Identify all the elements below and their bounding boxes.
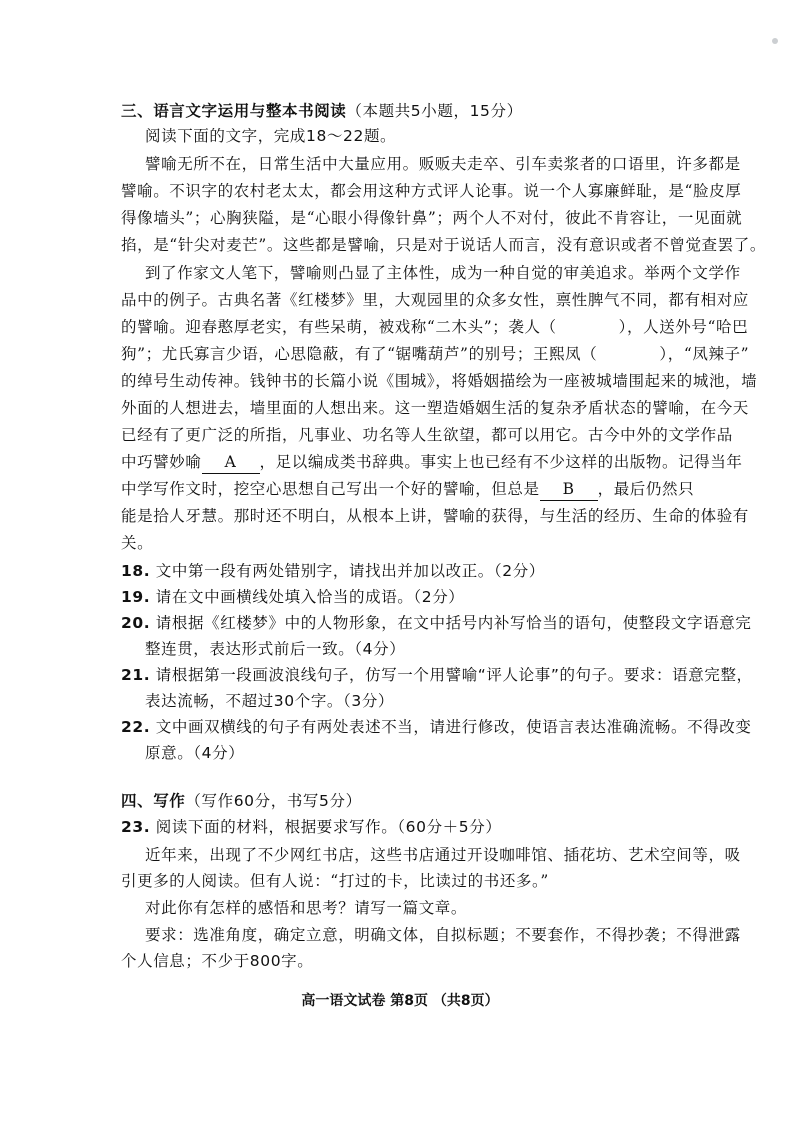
- section3-instruction: 阅读下面的文字，完成18～22题。: [145, 127, 397, 145]
- question-18: [121, 560, 545, 582]
- question-text: 请在文中画横线处填入恰当的成语。（2分）: [155, 588, 465, 606]
- passage-p2-line3-a: 的譬喻。迎春憨厚老实，有些呆萌，被戏称“二木头”；袭人（: [121, 318, 557, 336]
- writing-requirements-line2: 个人信息；不少于800字。: [121, 952, 314, 970]
- section3-title: 三、语言文字运用与整本书阅读: [121, 102, 347, 120]
- question-number: 19.: [121, 588, 151, 606]
- passage-p1-line3: 得像墙头”；心胸狭隘，是“心眼小得像针鼻”；两个人不对付，彼此不肯容让，一见面就: [121, 209, 743, 227]
- blank-a[interactable]: A: [202, 451, 260, 474]
- section3-heading: [121, 100, 523, 122]
- passage-p2-line4-a: 狗”；尤氏寡言少语，心思隐蔽，有了“锯嘴葫芦”的别号；王熙凤（: [121, 345, 598, 363]
- section4-score-note: （写作60分，书写5分）: [185, 792, 362, 810]
- passage-p2-line9-a: 中学写作文时，挖空心思想自己写出一个好的譬喻，但总是: [121, 480, 540, 498]
- passage-p2-line8-a: 中巧譬妙喻: [121, 453, 202, 471]
- section4-heading: [121, 790, 362, 812]
- passage-p2-line7: 已经有了更广泛的所指，凡事业、功名等人生欲望，都可以用它。古今中外的文学作品: [121, 426, 733, 444]
- question-20-cont: 整连贯，表达形式前后一致。（4分）: [145, 640, 406, 658]
- passage-p1-line1: 譬喻无所不在，日常生活中大量应用。贩贩夫走卒、引车卖浆者的口语里，许多都是: [145, 155, 741, 173]
- section3-score-note: （本题共5小题，15分）: [346, 102, 523, 120]
- question-text: 文中画双横线的句子有两处表述不当，请进行修改，使语言表达准确流畅。不得改变: [155, 718, 752, 736]
- passage-p1-line2: [121, 180, 741, 202]
- question-text: 阅读下面的材料，根据要求写作。（60分＋5分）: [155, 818, 502, 836]
- question-number: 21.: [121, 666, 151, 684]
- passage-p2-line4-b: ），“凤辣子”: [659, 345, 750, 363]
- question-number: 20.: [121, 614, 151, 632]
- passage-p2-line3-b: ），人送外号“哈巴: [618, 318, 749, 336]
- passage-p2-line9: [121, 478, 694, 501]
- scan-dot: [772, 38, 778, 44]
- material-line1: 近年来，出现了不少网红书店，这些书店通过开设咖啡馆、插花坊、艺术空间等，吸: [145, 846, 741, 864]
- section4-title: 四、写作: [121, 792, 186, 810]
- question-number: 22.: [121, 718, 151, 736]
- passage-p1-line2-text: 譬喻。不识字的农村老太太，都会用这种方式评人论事。说一个人寡廉鲜耻，是“脸皮厚: [121, 182, 742, 200]
- question-20: [121, 612, 752, 634]
- passage-p2-line6: 外面的人想进去，墙里面的人想出来。这一塑造婚姻生活的复杂矛盾状态的譬喻，在今天: [121, 399, 749, 417]
- passage-p2-line8-b: ，足以编成类书辞典。事实上也已经有不少这样的出版物。记得当年: [259, 453, 743, 471]
- question-22-cont: 原意。（4分）: [145, 744, 245, 762]
- passage-p2-line2: 品中的例子。古典名著《红楼梦》里，大观园里的众多女性，禀性脾气不同，都有相对应: [121, 291, 749, 309]
- passage-p1-line4: 掐，是“针尖对麦芒”。这些都是譬喻，只是对于说话人而言，没有意识或者不曾觉查罢了。: [121, 236, 766, 254]
- question-21-cont: 表达流畅，不超过30个字。（3分）: [145, 692, 395, 710]
- passage-p2-line9-b: ，最后仍然只: [597, 480, 695, 498]
- question-text: 请根据第一段画波浪线句子，仿写一个用譬喻“评人论事”的句子。要求：语意完整，: [155, 666, 753, 684]
- passage-p2-line4: [121, 343, 749, 365]
- writing-requirements-line1: 要求：选准角度，确定立意，明确文体，自拟标题；不要套作，不得抄袭；不得泄露: [145, 926, 741, 944]
- writing-prompt: 对此你有怎样的感悟和思考？请写一篇文章。: [145, 899, 468, 917]
- passage-p2-line3: [121, 316, 748, 338]
- question-number: 18.: [121, 562, 151, 580]
- question-text: 请根据《红楼梦》中的人物形象，在文中括号内补写恰当的语句，使整段文字语意完: [155, 614, 752, 632]
- passage-p2-line5: 的绰号生动传神。钱钟书的长篇小说《围城》，将婚姻描绘为一座被城墙围起来的城池，墙: [121, 372, 758, 390]
- page-footer: 高一语文试卷 第8页 （共8页）: [301, 993, 499, 1009]
- question-21: [121, 664, 753, 686]
- passage-p2-line8: [121, 451, 743, 474]
- question-text: 文中第一段有两处错别字，请找出并加以改正。（2分）: [155, 562, 545, 580]
- question-19: [121, 586, 464, 608]
- passage-p2-line10: 能是拾人牙慧。那时还不明白，从根本上讲，譬喻的获得，与生活的经历、生命的体验有: [121, 507, 749, 525]
- passage-p2-line1: 到了作家文人笔下，譬喻则凸显了主体性，成为一种自觉的审美追求。举两个文学作: [145, 264, 741, 282]
- passage-p2-line11: 关。: [121, 534, 154, 552]
- question-number: 23.: [121, 818, 151, 836]
- question-22: [121, 716, 752, 738]
- question-23: [121, 816, 501, 838]
- blank-b[interactable]: B: [540, 478, 598, 501]
- material-line2: 引更多的人阅读。但有人说：“打过的卡，比读过的书还多。”: [121, 872, 549, 890]
